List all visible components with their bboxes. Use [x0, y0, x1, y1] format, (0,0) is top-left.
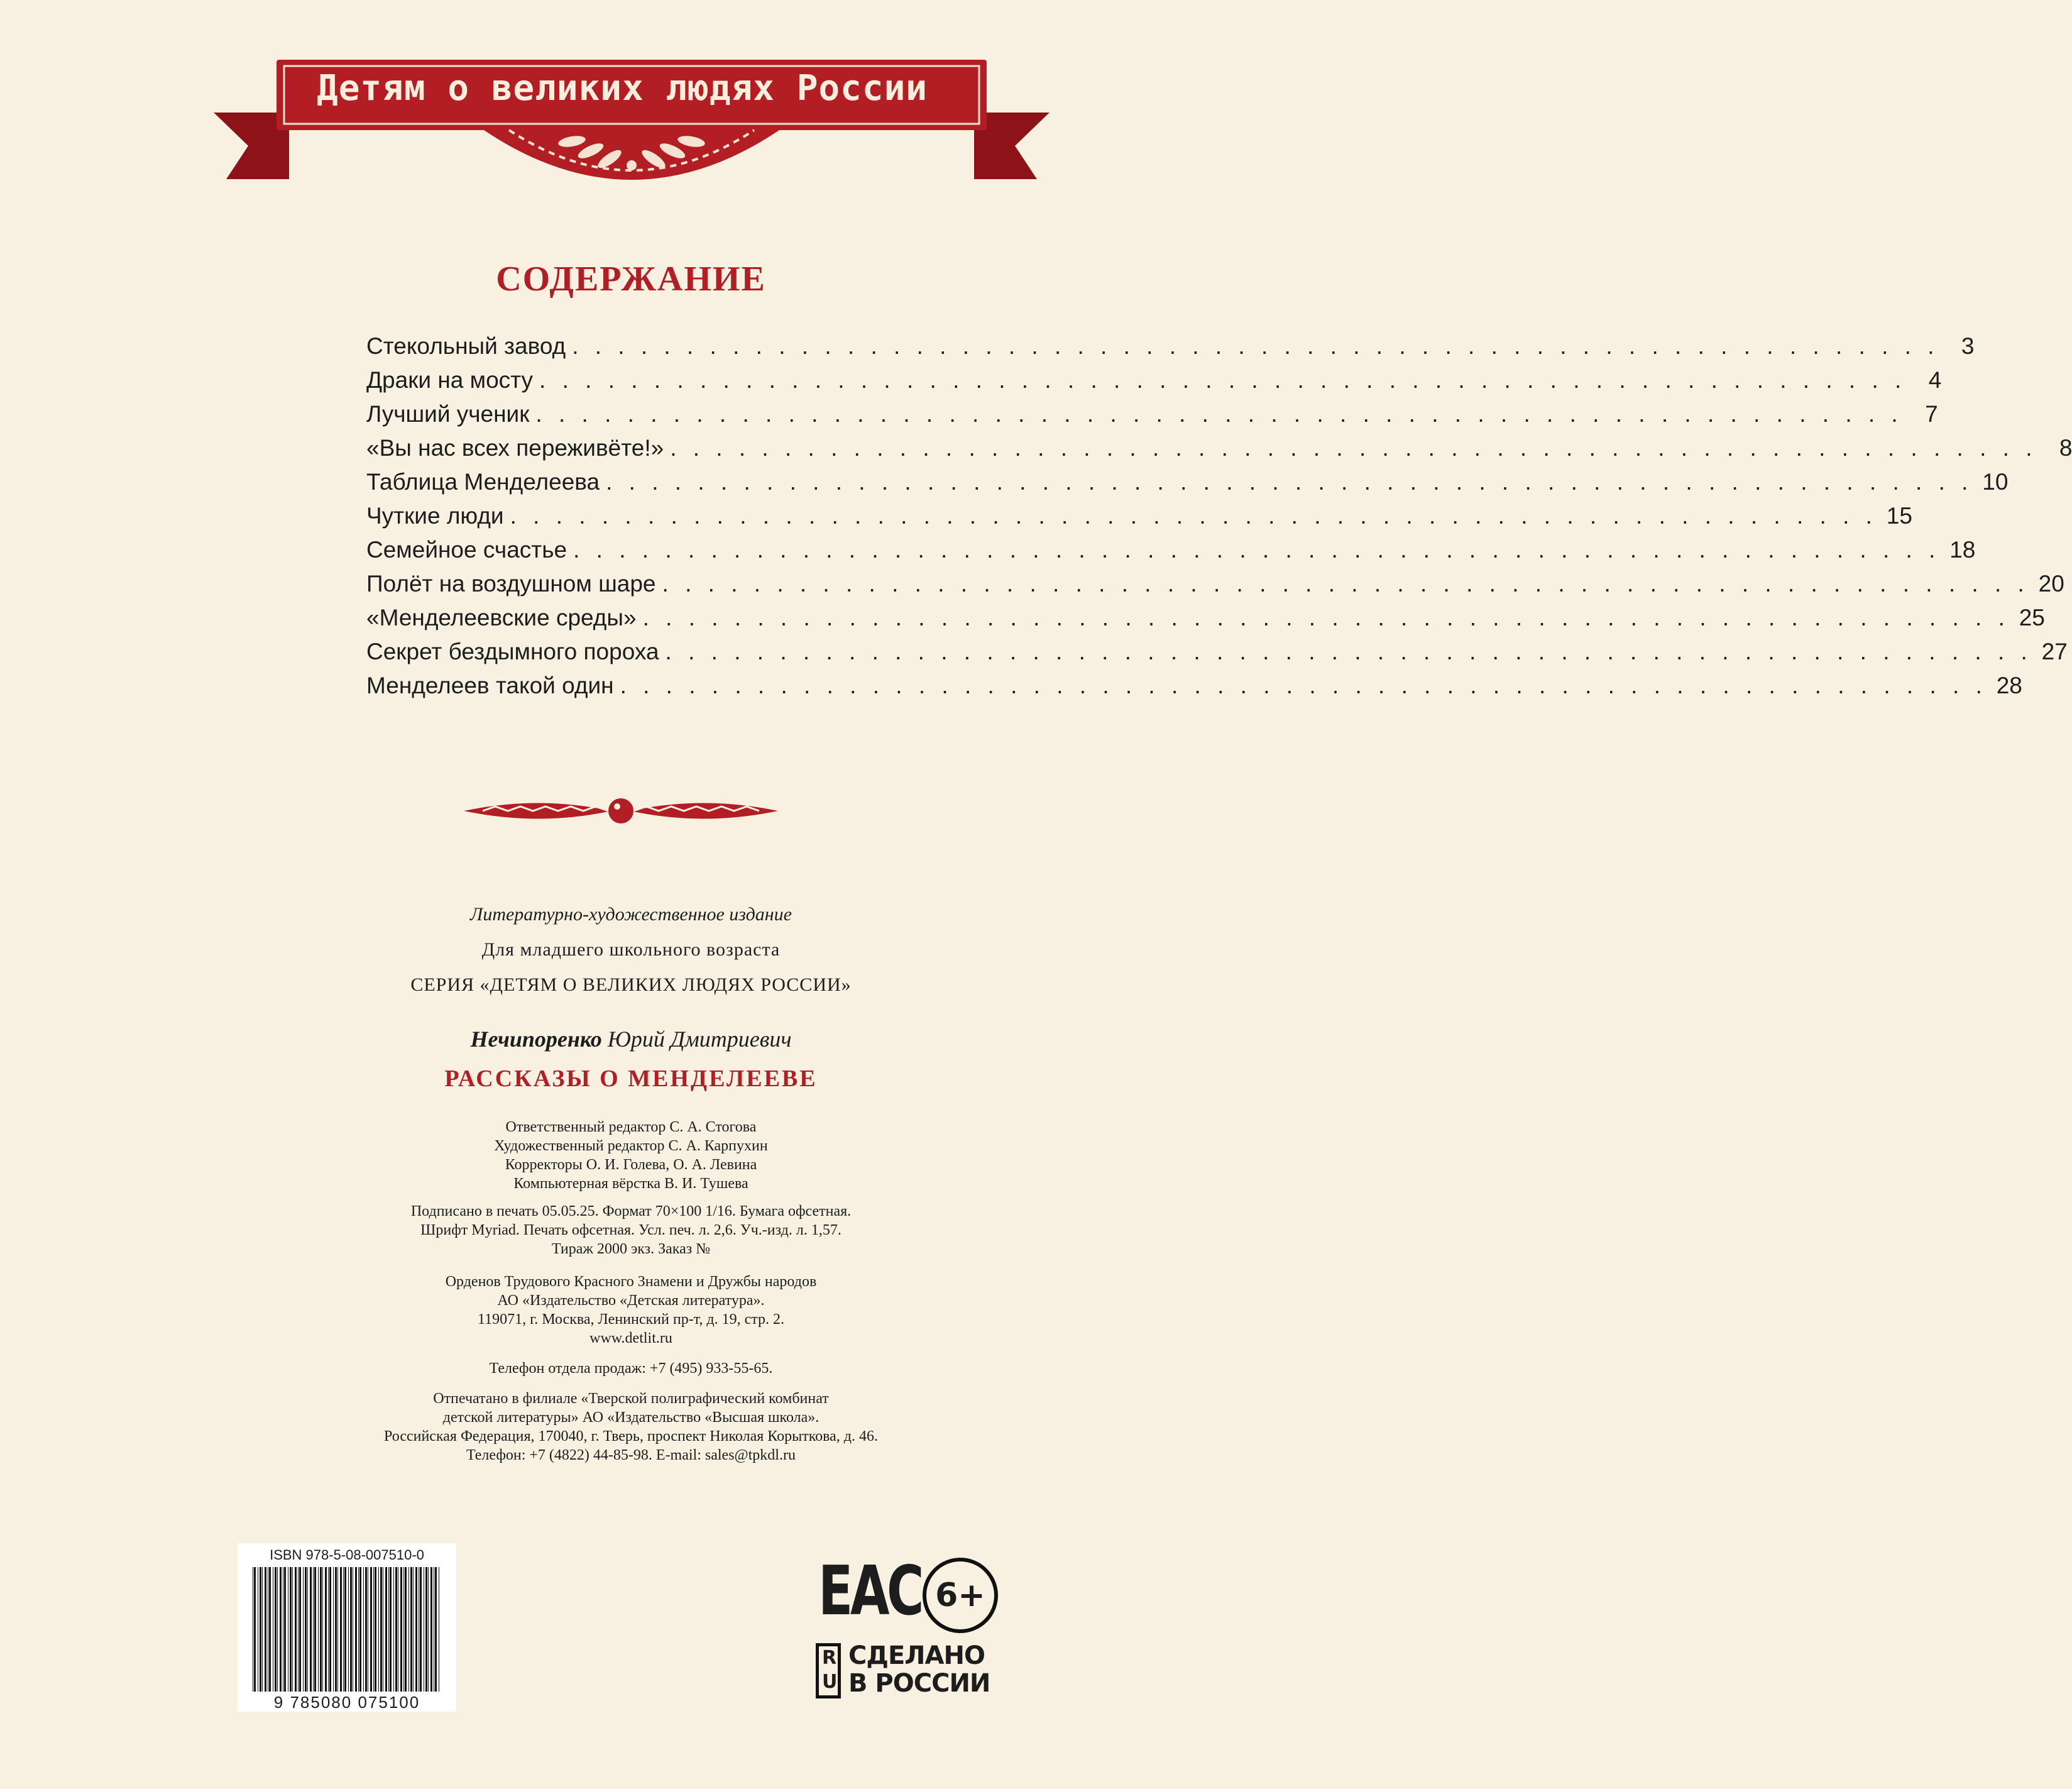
barcode-bar [313, 1567, 314, 1692]
credit-line: Компьютерная вёрстка В. И. Тушева [513, 1175, 748, 1192]
publisher-line: 119071, г. Москва, Ленинский пр-т, д. 19, стр. 2. [477, 1311, 785, 1328]
barcode-bar [275, 1567, 277, 1692]
edition-type: Литературно-художественное издание [470, 904, 792, 925]
toc-item-title: Лучший ученик [366, 401, 530, 427]
barcode-bar [269, 1567, 271, 1692]
barcode-bar [380, 1567, 382, 1692]
toc-item-page: 18 [1949, 537, 1976, 563]
toc-dot-leader: . . . . . . . . . . . . . . . . . . . . . . . . . . . . . . . . . . . . . . . . . . . . . . . . . . . . . . . . . . . . [665, 639, 2032, 664]
made-in-russia-ru-icon [816, 1643, 841, 1698]
barcode-bar [395, 1567, 397, 1692]
age-rating-badge: 6+ [923, 1558, 998, 1633]
print-info-block [0, 1202, 1262, 1258]
barcode-bar [305, 1567, 307, 1692]
barcode-bar [358, 1567, 359, 1692]
barcode-bar [333, 1567, 334, 1692]
toc-item [366, 333, 1975, 367]
toc-item [366, 367, 1942, 401]
barcode-bar [303, 1567, 304, 1692]
barcode-bar [322, 1567, 323, 1692]
toc-dot-leader: . . . . . . . . . . . . . . . . . . . . . . . . . . . . . . . . . . . . . . . . . . . . . . . . . . . . . . . . . . . . [642, 605, 2010, 630]
isbn-barcode-box [238, 1543, 456, 1712]
toc-item-page: 15 [1886, 503, 1912, 529]
toc-dot-leader: . . . . . . . . . . . . . . . . . . . . . . . . . . . . . . . . . . . . . . . . . . . . . . . . . . . . . . . . . . . . [670, 435, 2037, 461]
toc-item-title: Стекольный завод [366, 333, 566, 359]
toc-item-page: 3 [1961, 333, 1975, 359]
toc-item [366, 401, 1938, 435]
barcode-bar [265, 1567, 266, 1692]
credit-line: Ответственный редактор С. А. Стогова [505, 1119, 757, 1135]
print-info-line: Шрифт Myriad. Печать офсетная. Усл. печ. л. 2,6. Уч.-изд. л. 1,57. [420, 1222, 841, 1238]
toc-item [366, 639, 2068, 673]
toc-item-title: «Менделеевские среды» [366, 605, 637, 630]
toc-item [366, 469, 2009, 503]
barcode-bar [298, 1567, 299, 1692]
barcode-bar [295, 1567, 297, 1692]
toc-dot-leader: . . . . . . . . . . . . . . . . . . . . . . . . . . . . . . . . . . . . . . . . . . . . . . . . . . . . . . . . . . . . [572, 333, 1939, 359]
toc-item-title: Менделеев такой один [366, 673, 614, 698]
printer-line: детской литературы» АО «Издательство «Высшая школа». [442, 1409, 819, 1426]
made-in-line-2: В РОССИИ [848, 1669, 990, 1698]
publisher-block [0, 1272, 1262, 1348]
toc-item-title: Драки на мосту [366, 367, 534, 393]
toc-item-title: Полёт на воздушном шаре [366, 571, 656, 597]
toc-heading: СОДЕРЖАНИЕ [496, 260, 766, 299]
table-of-contents [366, 333, 2072, 707]
toc-item [366, 605, 2045, 639]
barcode-bar [318, 1567, 319, 1692]
barcode-bar [420, 1567, 422, 1692]
toc-item-page: 10 [1982, 469, 2009, 495]
barcode-bar [307, 1567, 308, 1692]
barcode-bar [373, 1567, 374, 1692]
made-in-line-1: СДЕЛАНО [848, 1641, 985, 1670]
toc-item [366, 537, 1976, 571]
barcode-bar [254, 1567, 256, 1692]
barcode-bar [408, 1567, 409, 1692]
toc-item-page: 8 [2059, 435, 2072, 461]
toc-item-page: 25 [2019, 605, 2045, 630]
barcode-bar [314, 1567, 316, 1692]
toc-item [366, 673, 2022, 707]
barcode-bar [284, 1567, 286, 1692]
toc-item-title: Таблица Менделеева [366, 469, 600, 495]
printer-line: Телефон: +7 (4822) 44-85-98. E-mail: sales@tpkdl.ru [466, 1447, 796, 1463]
barcode-bar [277, 1567, 278, 1692]
isbn-label: ISBN 978-5-08-007510-0 [270, 1547, 424, 1563]
laurel-ornament-icon [458, 783, 784, 839]
publisher-line: АО «Издательство «Детская литература». [497, 1292, 765, 1309]
ru-box-label: RU [822, 1647, 838, 1693]
barcode-icon [251, 1567, 442, 1692]
credits-block [0, 1118, 1262, 1193]
barcode-bar [435, 1567, 437, 1692]
barcode-bar [344, 1567, 346, 1692]
barcode-bar [375, 1567, 376, 1692]
series-banner-title: Детям о великих людях России [316, 68, 928, 109]
author-name: Юрий Дмитриевич [607, 1027, 792, 1052]
barcode-bar [355, 1567, 357, 1692]
toc-item-title: Чуткие люди [366, 503, 504, 529]
barcode-bar [325, 1567, 327, 1692]
barcode-bar [428, 1567, 429, 1692]
printer-block [0, 1389, 1262, 1465]
sales-phone: Телефон отдела продаж: +7 (495) 933-55-65. [489, 1360, 773, 1377]
barcode-bar [365, 1567, 367, 1692]
print-info-line: Подписано в печать 05.05.25. Формат 70×100 1/16. Бумага офсетная. [410, 1203, 852, 1219]
toc-dot-leader: . . . . . . . . . . . . . . . . . . . . . . . . . . . . . . . . . . . . . . . . . . . . . . . . . . . . . . . . . . . . [620, 673, 1987, 698]
toc-dot-leader: . . . . . . . . . . . . . . . . . . . . . . . . . . . . . . . . . . . . . . . . . . . . . . . . . . . . . . . . . . . . [510, 503, 1877, 529]
barcode-bar [348, 1567, 349, 1692]
toc-item-title: Секрет бездымного пороха [366, 639, 659, 664]
book-title: РАССКАЗЫ О МЕНДЕЛЕЕВЕ [444, 1065, 818, 1092]
barcode-bar [262, 1567, 263, 1692]
barcode-bar [370, 1567, 372, 1692]
toc-item-page: 20 [2038, 571, 2064, 597]
barcode-bar [378, 1567, 379, 1692]
barcode-bar [388, 1567, 389, 1692]
barcode-bar [310, 1567, 312, 1692]
barcode-bar [320, 1567, 322, 1692]
barcode-digits: 9 785080 075100 [273, 1693, 420, 1712]
credit-line: Корректоры О. И. Голева, О. А. Левина [505, 1157, 757, 1173]
printer-line: Отпечатано в филиале «Тверской полиграфический комбинат [433, 1390, 829, 1407]
toc-dot-leader: . . . . . . . . . . . . . . . . . . . . . . . . . . . . . . . . . . . . . . . . . . . . . . . . . . . . . . . . . . . . [539, 367, 1907, 393]
barcode-bar [280, 1567, 282, 1692]
toc-item-page: 27 [2041, 639, 2068, 664]
barcode-bar [340, 1567, 342, 1692]
toc-item-page: 7 [1925, 401, 1938, 427]
barcode-bar [335, 1567, 337, 1692]
toc-dot-leader: . . . . . . . . . . . . . . . . . . . . . . . . . . . . . . . . . . . . . . . . . . . . . . . . . . . . . . . . . . . . [535, 401, 1903, 427]
barcode-bar [430, 1567, 432, 1692]
barcode-bar [290, 1567, 292, 1692]
toc-item-page: 28 [1996, 673, 2022, 698]
barcode-bar [400, 1567, 402, 1692]
barcode-bar [260, 1567, 261, 1692]
age-group: Для младшего школьного возраста [481, 939, 781, 960]
barcode-bar [415, 1567, 417, 1692]
toc-item-page: 4 [1928, 367, 1942, 393]
barcode-bar [390, 1567, 392, 1692]
barcode-bar [350, 1567, 352, 1692]
author-line [0, 1026, 1262, 1052]
barcode-bar [413, 1567, 414, 1692]
barcode-bar [292, 1567, 293, 1692]
credit-line: Художественный редактор С. А. Карпухин [494, 1138, 768, 1154]
toc-item [366, 435, 2072, 469]
publisher-website: www.detlit.ru [589, 1330, 672, 1346]
barcode-bar [403, 1567, 404, 1692]
barcode-bar [425, 1567, 427, 1692]
toc-item [366, 571, 2064, 605]
toc-dot-leader: . . . . . . . . . . . . . . . . . . . . . . . . . . . . . . . . . . . . . . . . . . . . . . . . . . . . . . . . . . . . [606, 469, 1973, 495]
barcode-bar [385, 1567, 387, 1692]
author-surname: Нечипоренко [470, 1027, 602, 1052]
barcode-bar [343, 1567, 344, 1692]
barcode-bar [393, 1567, 394, 1692]
publisher-line: Орденов Трудового Красного Знамени и Дружбы народов [445, 1274, 817, 1290]
series-line: СЕРИЯ «ДЕТЯМ О ВЕЛИКИХ ЛЮДЯХ РОССИИ» [410, 974, 852, 995]
barcode-bar [363, 1567, 364, 1692]
toc-item [366, 503, 1912, 537]
barcode-bar [359, 1567, 361, 1692]
barcode-bar [405, 1567, 407, 1692]
eac-mark-icon: EAC [818, 1552, 921, 1631]
toc-item-title: «Вы нас всех переживёте!» [366, 435, 664, 461]
toc-dot-leader: . . . . . . . . . . . . . . . . . . . . . . . . . . . . . . . . . . . . . . . . . . . . . . . . . . . . . . . . . . . . [573, 537, 1941, 563]
printer-line: Российская Федерация, 170040, г. Тверь, проспект Николая Корыткова, д. 46. [383, 1428, 879, 1445]
toc-item-title: Семейное счастье [366, 537, 567, 563]
made-in-russia-label [848, 1642, 990, 1697]
print-info-line: Тираж 2000 экз. Заказ № [551, 1241, 711, 1257]
toc-dot-leader: . . . . . . . . . . . . . . . . . . . . . . . . . . . . . . . . . . . . . . . . . . . . . . . . . . . . . . . . . . . . [662, 571, 2029, 597]
barcode-bar [337, 1567, 338, 1692]
barcode-bar [328, 1567, 329, 1692]
barcode-bar [299, 1567, 301, 1692]
barcode-bar [410, 1567, 412, 1692]
barcode-bar [329, 1567, 331, 1692]
